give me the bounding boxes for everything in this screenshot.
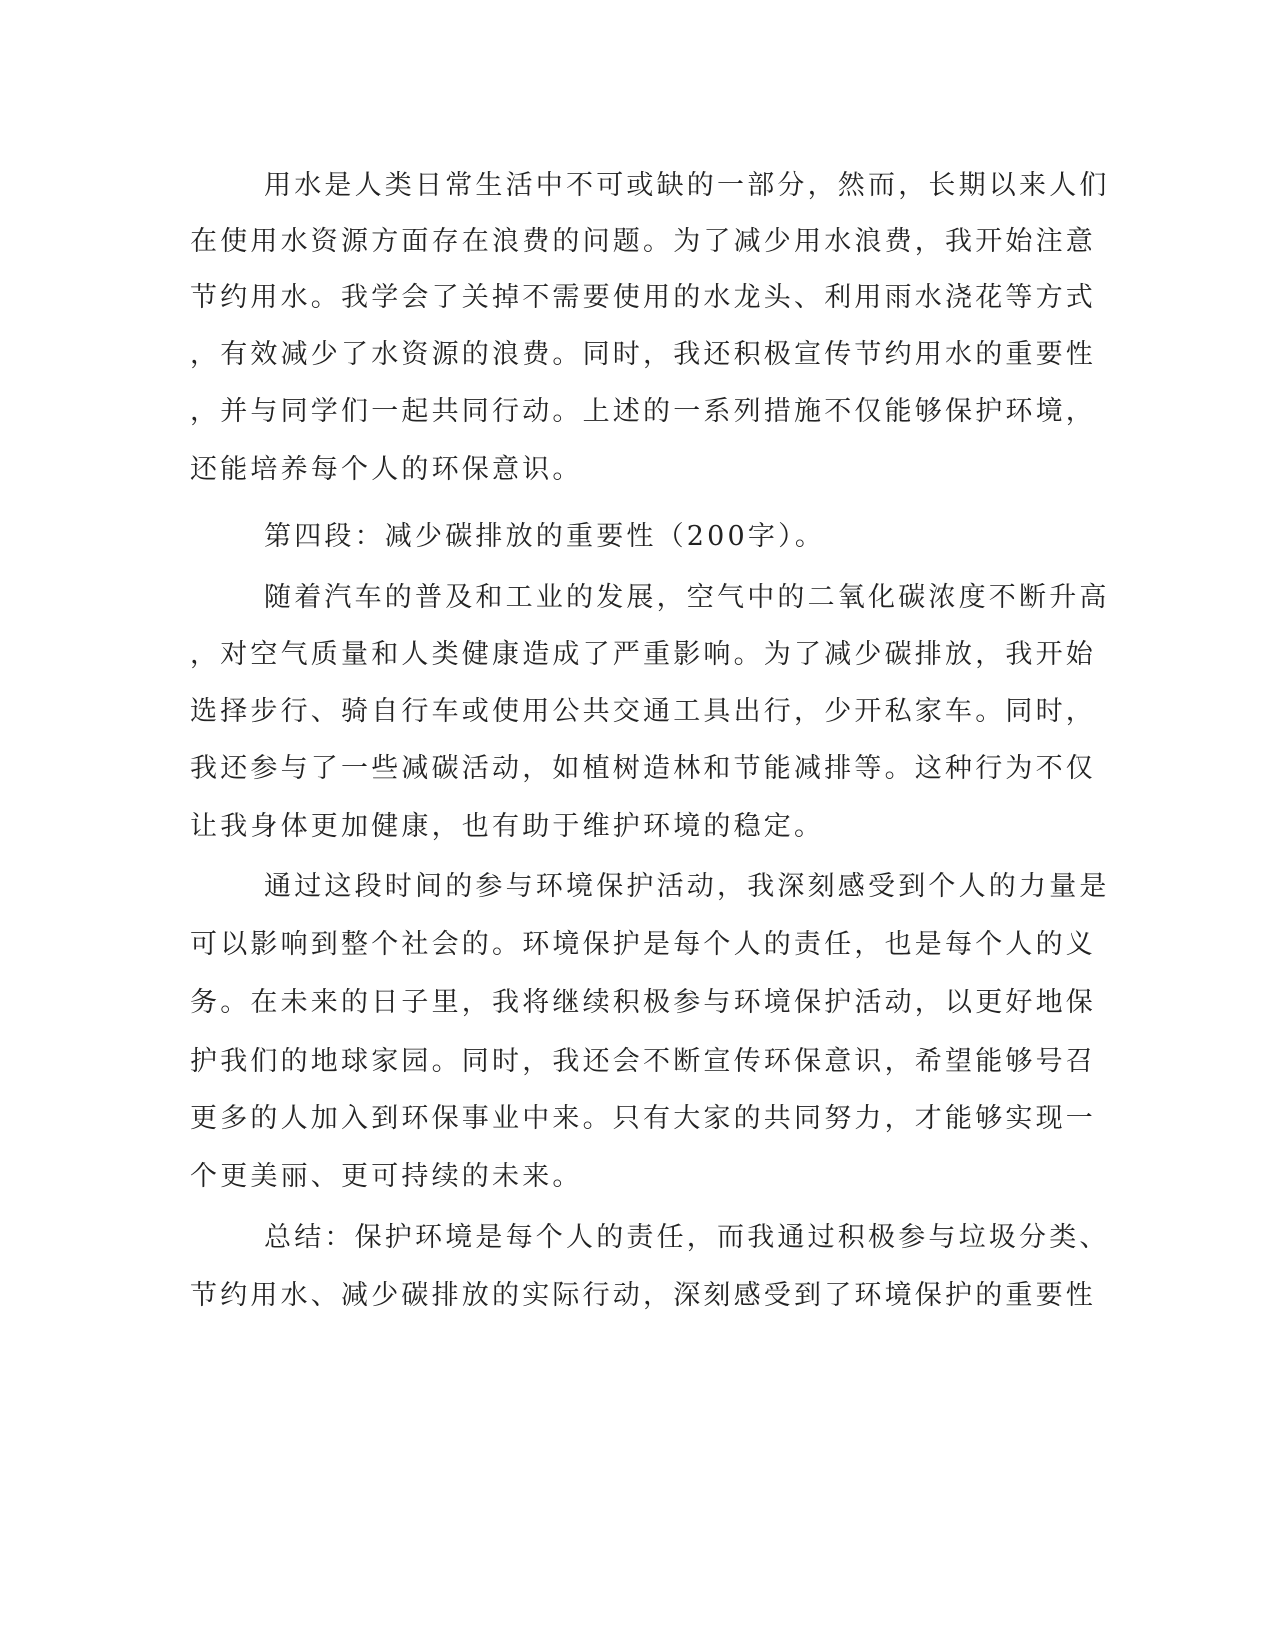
text-line: 总结：保护环境是每个人的责任，而我通过积极参与垃圾分类、 <box>264 1222 1110 1253</box>
text-line: 更多的人加入到环保事业中来。只有大家的共同努力，才能够实现一 <box>190 1103 1096 1134</box>
text-line: ，有效减少了水资源的浪费。同时，我还积极宣传节约用水的重要性 <box>190 339 1096 370</box>
text-line: 我还参与了一些减碳活动，如植树造林和节能减排等。这种行为不仅 <box>190 753 1096 784</box>
text-line: 用水是人类日常生活中不可或缺的一部分，然而，长期以来人们 <box>264 170 1110 201</box>
section-heading: 第四段：减少碳排放的重要性（200字）。 <box>264 521 826 552</box>
text-line: 还能培养每个人的环保意识。 <box>190 454 583 485</box>
text-line: 随着汽车的普及和工业的发展，空气中的二氧化碳浓度不断升高 <box>264 582 1110 613</box>
text-line: 个更美丽、更可持续的未来。 <box>190 1161 583 1192</box>
text-line: 通过这段时间的参与环境保护活动，我深刻感受到个人的力量是 <box>264 871 1110 902</box>
text-line: 务。在未来的日子里，我将继续积极参与环境保护活动，以更好地保 <box>190 987 1096 1018</box>
text-line: ，并与同学们一起共同行动。上述的一系列措施不仅能够保护环境， <box>190 396 1096 427</box>
text-line: 护我们的地球家园。同时，我还会不断宣传环保意识，希望能够号召 <box>190 1046 1096 1077</box>
text-line: 节约用水。我学会了关掉不需要使用的水龙头、利用雨水浇花等方式 <box>190 282 1096 313</box>
text-line: 在使用水资源方面存在浪费的问题。为了减少用水浪费，我开始注意 <box>190 226 1096 257</box>
text-line: 节约用水、减少碳排放的实际行动，深刻感受到了环境保护的重要性 <box>190 1280 1096 1311</box>
text-line: 选择步行、骑自行车或使用公共交通工具出行，少开私家车。同时， <box>190 696 1096 727</box>
text-line: 让我身体更加健康，也有助于维护环境的稳定。 <box>190 811 825 842</box>
text-line: 可以影响到整个社会的。环境保护是每个人的责任，也是每个人的义 <box>190 929 1096 960</box>
text-line: ，对空气质量和人类健康造成了严重影响。为了减少碳排放，我开始 <box>190 639 1096 670</box>
